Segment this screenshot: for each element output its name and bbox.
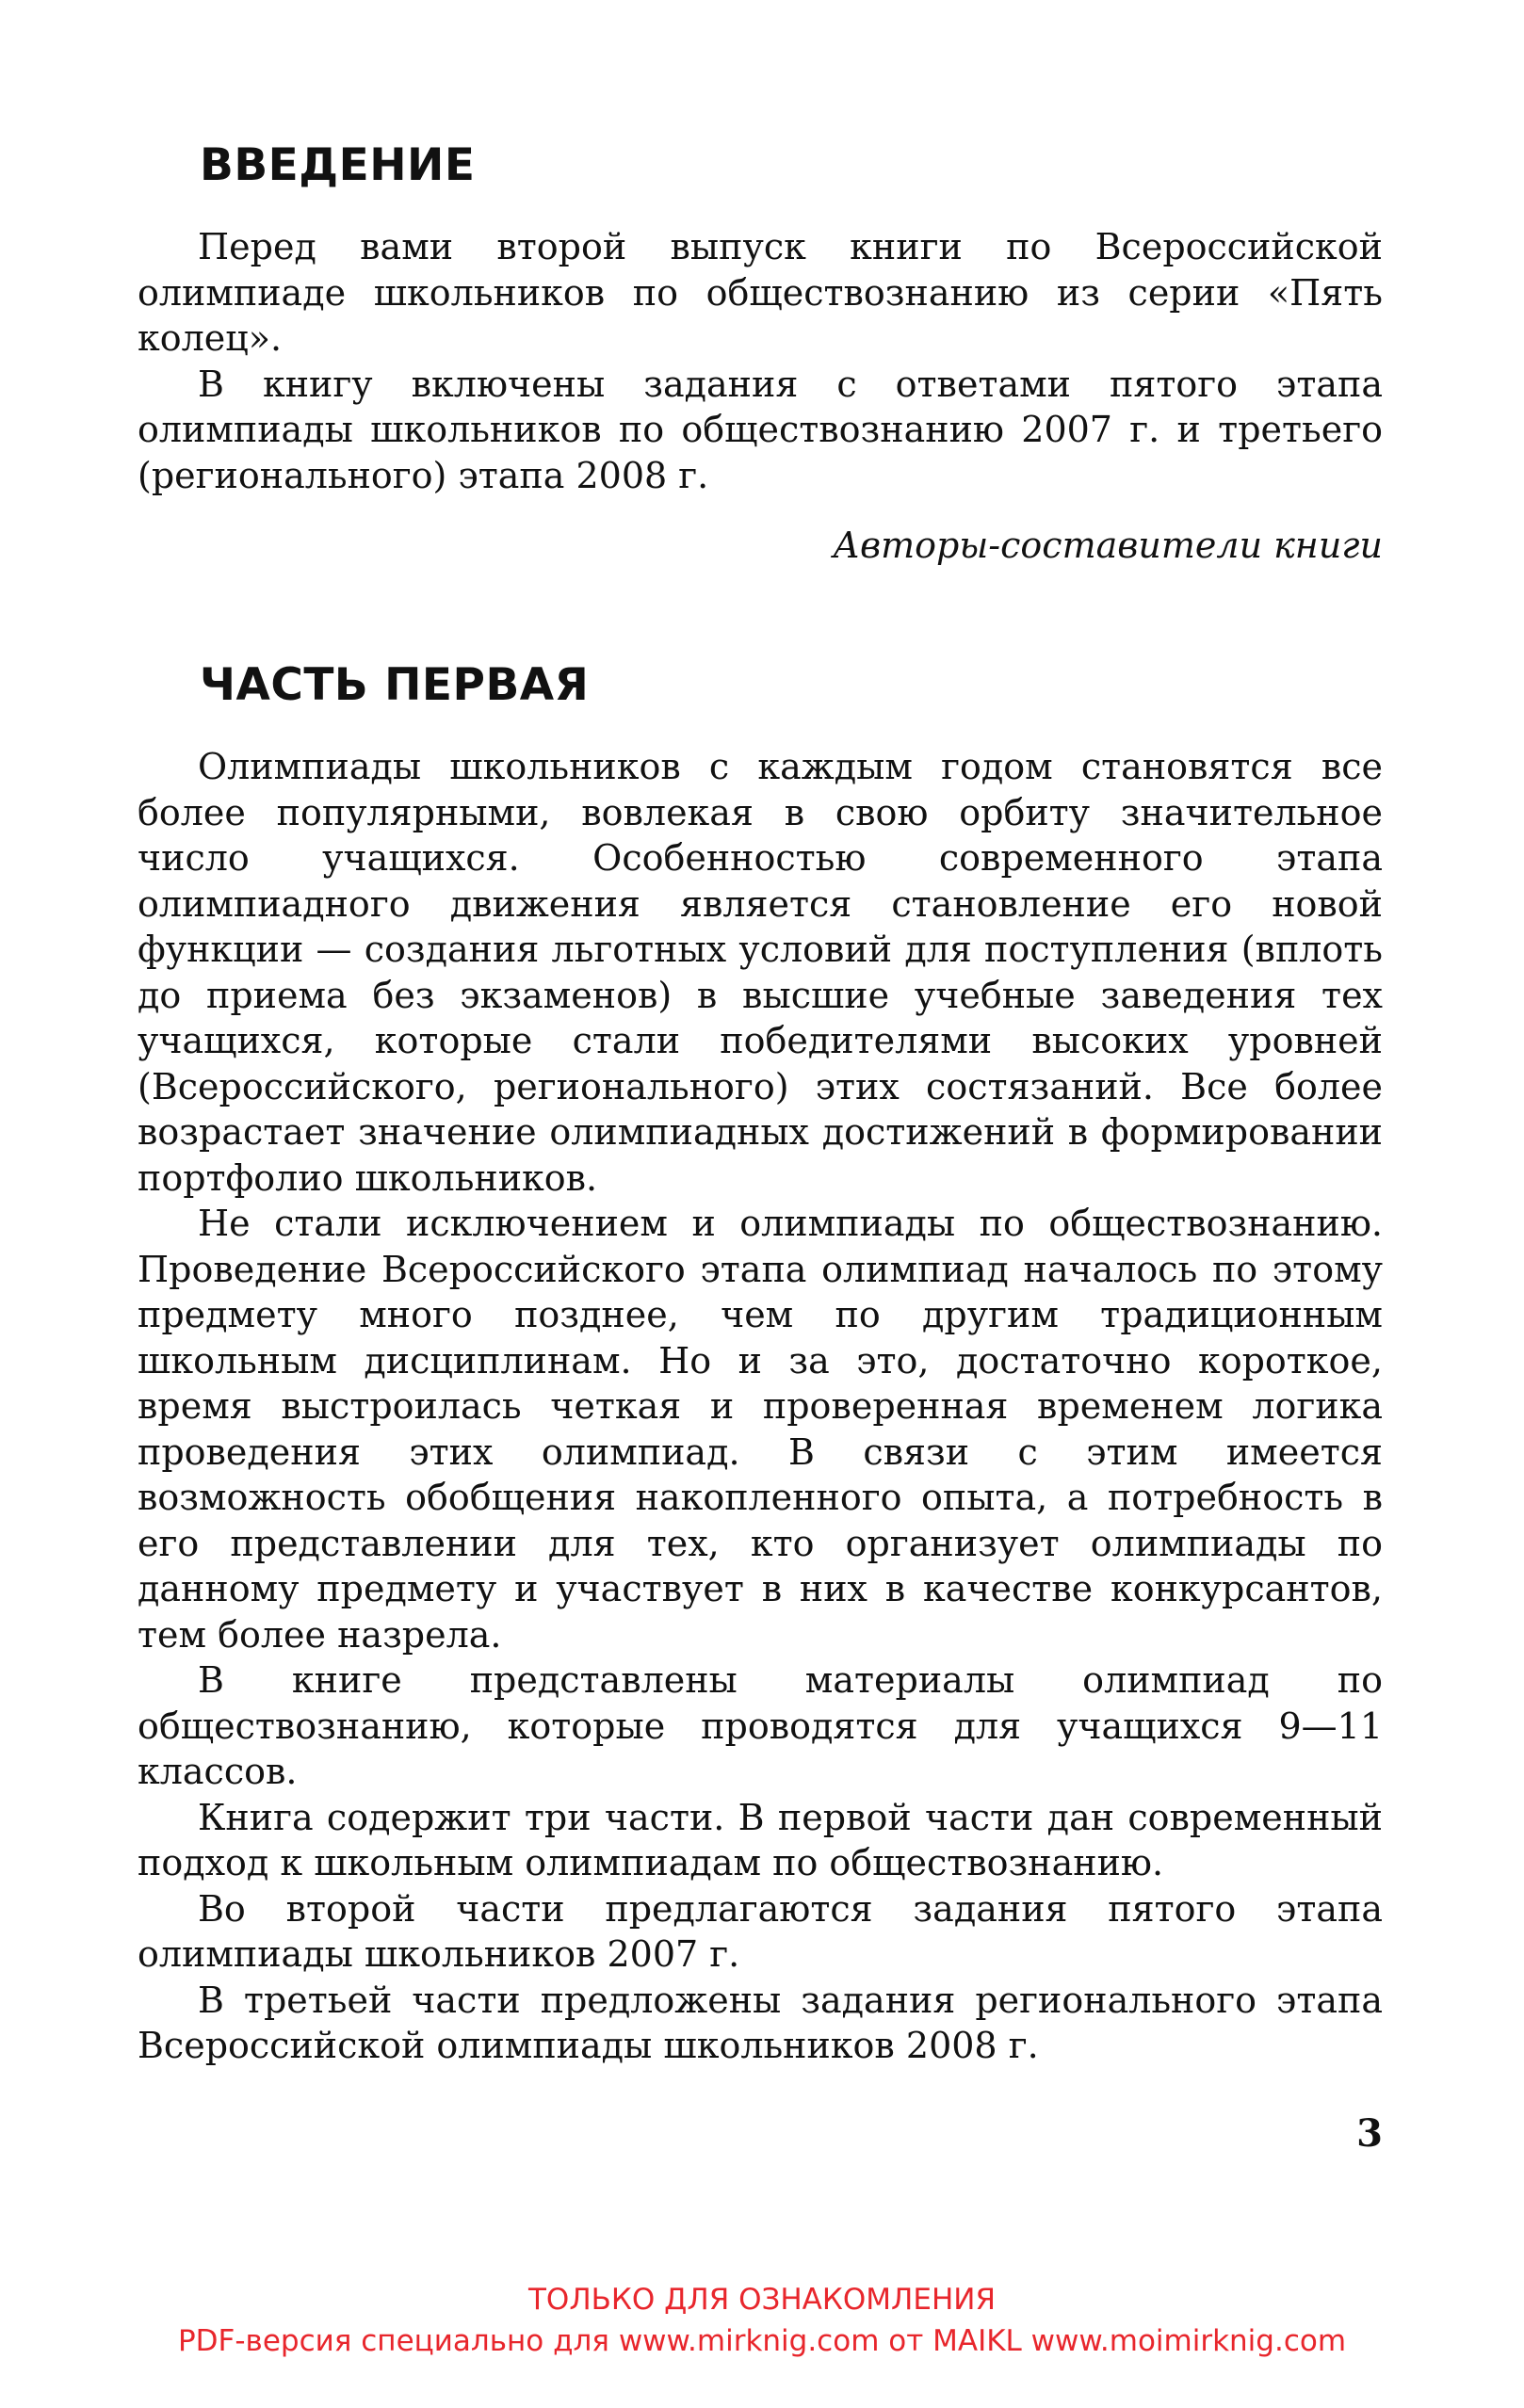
authors-signature: Авторы-составители книги (833, 525, 1383, 566)
part1-heading: ЧАСТЬ ПЕРВАЯ (200, 659, 590, 711)
intro-text (138, 224, 1383, 498)
part1-paragraph: Книга содержит три части. В первой части дан современный подход к школьным олимпиадам по обществознанию. (138, 1796, 1383, 1883)
intro-paragraph: Перед вами второй выпуск книги по Всероссийской олимпиаде школьников по обществознанию из серии «Пять колец». (138, 226, 1383, 359)
page-number: 3 (1356, 2111, 1383, 2156)
intro-heading: ВВЕДЕНИЕ (200, 139, 476, 191)
part1-paragraph: В третьей части предложены задания регионального этапа Всероссийской олимпиады школьников 2008 г. (138, 1979, 1383, 2066)
part1-paragraph: Олимпиады школьников с каждым годом становятся все более популярными, вовлекая в свою орбиту значительное число учащихся. Особенностью современного этапа олимпиадного движения является становление его новой функции — создания льготных условий для поступления (вплоть до приема без экзаменов) в высшие учебные заведения тех учащихся, которые стали победителями высоких уровней (Всероссийского, регионального) этих состязаний. Все более возрастает значение олимпиадных достижений в формировании портфолио школьников. (138, 746, 1383, 1199)
watermark-line-1: ТОЛЬКО ДЛЯ ОЗНАКОМЛЕНИЯ (528, 2283, 996, 2317)
part1-paragraph: В книге представлены материалы олимпиад по обществознанию, которые проводятся для учащихся 9—11 классов. (138, 1659, 1383, 1792)
part1-paragraph: Не стали исключением и олимпиады по обществознанию. Проведение Всероссийского этапа олимпиад началось по этому предмету много позднее, чем по другим традиционным школьным дисциплинам. Но и за это, достаточно короткое, время выстроилась четкая и проверенная временем логика проведения этих олимпиад. В связи с этим имеется возможность обобщения накопленного опыта, а потребность в его представлении для тех, кто организует олимпиады по данному предмету и участвует в них в качестве конкурсантов, тем более назрела. (138, 1203, 1383, 1656)
watermark-line-2: PDF-версия специально для www.mirknig.com от MAIKL www.moimirknig.com (177, 2324, 1347, 2358)
part1-text (138, 744, 1383, 2069)
part1-paragraph: Во второй части предлагаются задания пятого этапа олимпиады школьников 2007 г. (138, 1887, 1383, 1975)
intro-paragraph: В книгу включены задания с ответами пятого этапа олимпиады школьников по обществознанию 2007 г. и третьего (регионального) этапа 2008 г. (138, 363, 1383, 496)
